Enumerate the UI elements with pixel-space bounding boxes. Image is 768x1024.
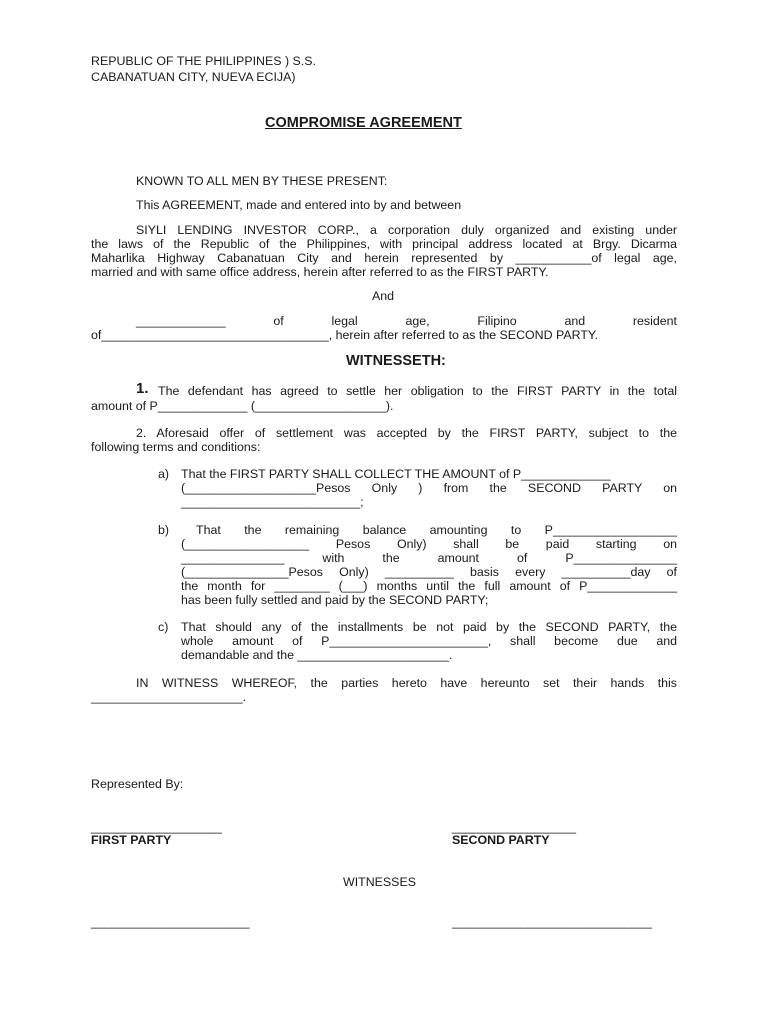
term-b-line: the month for ________ (___) months until the full amount of P_____________	[181, 579, 677, 593]
second-party-para-line: of_________________________________, herein after referred to as the SECOND PARTY.	[91, 328, 599, 342]
first-party-label: FIRST PARTY	[91, 833, 172, 847]
header-line-1: REPUBLIC OF THE PHILIPPINES ) S.S.	[91, 54, 316, 68]
agreement-line: This AGREEMENT, made and entered into by and between	[136, 198, 462, 212]
term-a-line: __________________________;	[181, 495, 364, 509]
item-1-number: 1.	[136, 380, 149, 397]
and-word: And	[372, 289, 395, 303]
first-party-para-line: SIYLI LENDING INVESTOR CORP., a corporation duly organized and existing under	[136, 223, 677, 237]
second-party-signature-line: __________________	[452, 820, 577, 834]
item-1-line: The defendant has agreed to settle her obligation to the FIRST PARTY in the total	[158, 384, 677, 398]
second-party-para-line: _____________ of legal age, Filipino and resident	[136, 314, 677, 328]
term-b-line: (__________________ Pesos Only) shall be paid starting on	[181, 537, 677, 551]
represented-by-label: Represented By:	[91, 777, 184, 791]
witness-signature-line-left: _______________________	[91, 915, 250, 929]
term-a-label: a)	[158, 467, 170, 481]
term-b-line: (_______________Pesos Only) __________ basis every __________day of	[181, 565, 677, 579]
term-b-line: has been fully settled and paid by the SECOND PARTY;	[181, 593, 489, 607]
second-party-label: SECOND PARTY	[452, 833, 550, 847]
in-witness-line: ______________________.	[91, 690, 247, 704]
item-2-line: following terms and conditions:	[91, 440, 261, 454]
term-c-line: demandable and the ______________________.	[181, 648, 453, 662]
term-c-label: c)	[158, 620, 169, 634]
term-b-line: That the remaining balance amounting to P__________________	[196, 523, 677, 537]
in-witness-line: IN WITNESS WHEREOF, the parties hereto have hereunto set their hands this	[136, 676, 677, 690]
first-party-para-line: Maharlika Highway Cabanatuan City and herein represented by ___________of legal age,	[91, 251, 677, 265]
term-b-line: _______________ with the amount of P_______________	[181, 551, 677, 565]
witness-signature-line-right: _____________________________	[452, 915, 652, 929]
first-party-para-line: the laws of the Republic of the Philippines, with principal address located at Brgy. Dicarma	[91, 237, 677, 251]
first-party-para-line: married and with same office address, herein after referred to as the FIRST PARTY.	[91, 265, 549, 279]
document-title: COMPROMISE AGREEMENT	[265, 115, 462, 131]
witnesseth-heading: WITNESSETH:	[346, 353, 446, 369]
item-2-line: 2. Aforesaid offer of settlement was accepted by the FIRST PARTY, subject to the	[136, 426, 677, 440]
known-to-all-line: KNOWN TO ALL MEN BY THESE PRESENT:	[136, 174, 388, 188]
term-c-line: That should any of the installments be not paid by the SECOND PARTY, the	[181, 620, 677, 634]
header-line-2: CABANATUAN CITY, NUEVA ECIJA)	[91, 70, 296, 84]
term-a-line: That the FIRST PARTY SHALL COLLECT THE AMOUNT of P_____________	[181, 467, 611, 481]
item-1-line: amount of P_____________ (___________________).	[91, 399, 394, 413]
term-c-line: whole amount of P_______________________, shall become due and	[181, 634, 677, 648]
term-b-label: b)	[158, 523, 170, 537]
witnesses-label: WITNESSES	[343, 875, 416, 889]
term-a-line: (___________________Pesos Only ) from the SECOND PARTY on	[181, 481, 677, 495]
first-party-signature-line: ___________________	[91, 820, 222, 834]
